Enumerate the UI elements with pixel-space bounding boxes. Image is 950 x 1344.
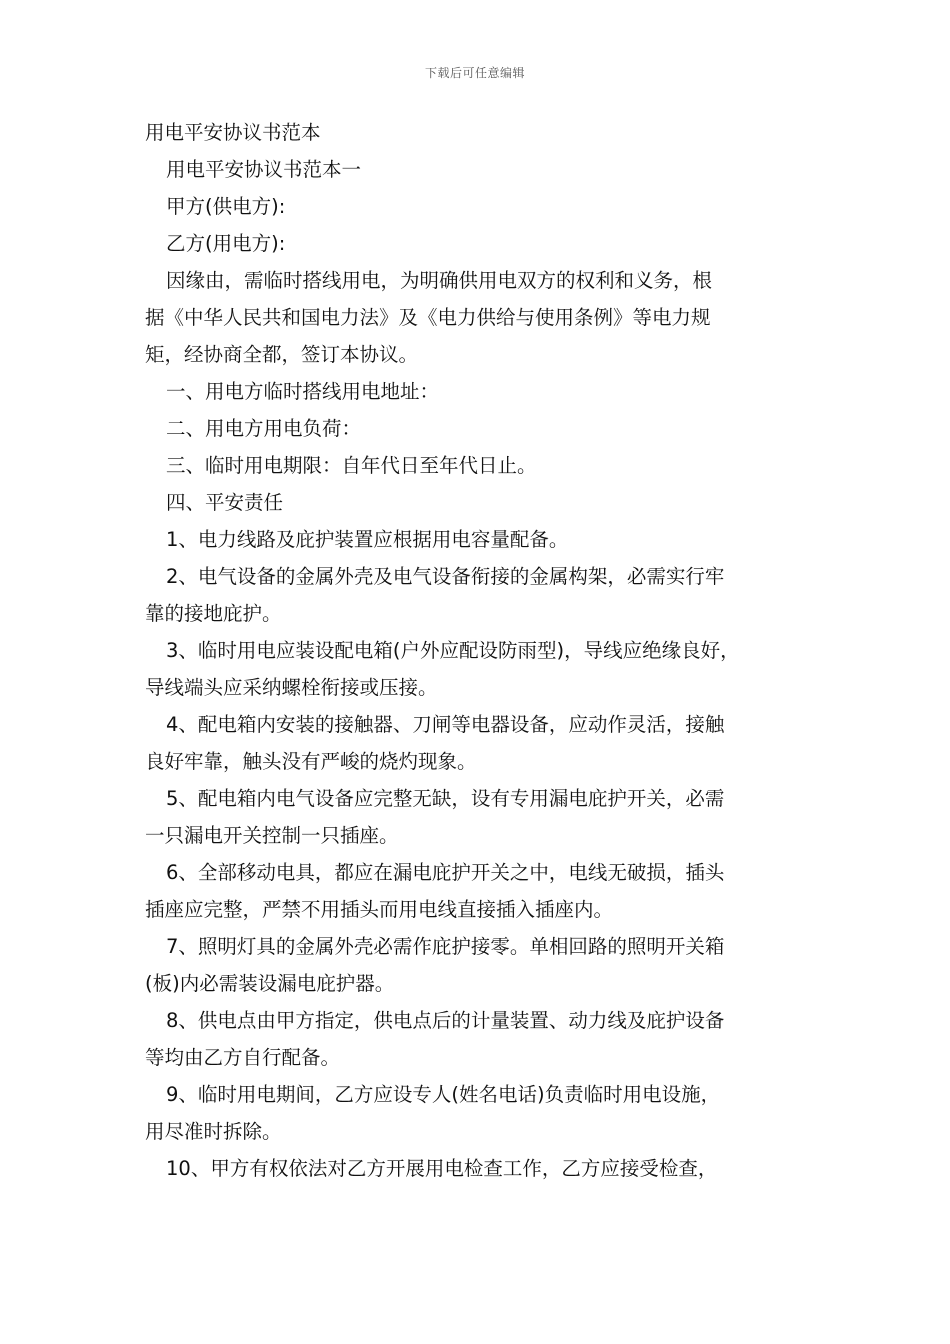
safety-item-3 xyxy=(145,632,817,706)
safety-item-8 xyxy=(145,1002,817,1076)
clause-address: 一、用电方临时搭线用电地址： xyxy=(166,380,440,403)
safety-item-line: 2、电气设备的金属外壳及电气设备衔接的金属构架，必需实行牢 xyxy=(166,565,725,588)
safety-item-line: 一只漏电开关控制一只插座。 xyxy=(145,824,399,847)
safety-item-line: 用尽准时拆除。 xyxy=(145,1120,282,1143)
safety-item-line: 6、全部移动电具，都应在漏电庇护开关之中，电线无破损，插头 xyxy=(166,861,725,884)
intro-line: 矩，经协商全都，签订本协议。 xyxy=(145,343,419,366)
safety-item-line: 10、甲方有权依法对乙方开展用电检查工作，乙方应接受检查， xyxy=(166,1157,718,1180)
safety-item-6 xyxy=(145,854,817,928)
safety-item-5 xyxy=(145,780,817,854)
intro-line: 据《中华人民共和国电力法》及《电力供给与使用条例》等电力规 xyxy=(145,306,711,329)
clause-safety-heading: 四、平安责任 xyxy=(166,491,284,514)
page-header-note: 下载后可任意编辑 xyxy=(424,66,525,80)
safety-item-4 xyxy=(145,706,817,780)
safety-item-line: 等均由乙方自行配备。 xyxy=(145,1046,341,1069)
intro-paragraph xyxy=(145,262,817,373)
safety-item-line: 1、电力线路及庇护装置应根据用电容量配备。 xyxy=(166,528,569,551)
document-title: 用电平安协议书范本 xyxy=(145,121,321,144)
safety-item-7 xyxy=(145,928,817,1002)
safety-item-line: 4、配电箱内安装的接触器、刀闸等电器设备，应动作灵活，接触 xyxy=(166,713,725,736)
safety-item-line: 3、临时用电应装设配电箱(户外应配设防雨型)，导线应绝缘良好， xyxy=(166,639,740,662)
safety-item-line: 5、配电箱内电气设备应完整无缺，设有专用漏电庇护开关，必需 xyxy=(166,787,725,810)
safety-item-line: 良好牢靠，触头没有严峻的烧灼现象。 xyxy=(145,750,477,773)
clause-period: 三、临时用电期限：自年代日至年代日止。 xyxy=(166,454,537,477)
safety-item-line: 导线端头应采纳螺栓衔接或压接。 xyxy=(145,676,438,699)
party-b-line: 乙方(用电方): xyxy=(166,232,286,255)
document-body xyxy=(145,114,817,1187)
document-subtitle: 用电平安协议书范本一 xyxy=(166,158,362,181)
safety-item-2 xyxy=(145,558,817,632)
safety-item-9 xyxy=(145,1076,817,1150)
safety-item-line: (板)内必需装设漏电庇护器。 xyxy=(145,972,395,995)
safety-item-line: 靠的接地庇护。 xyxy=(145,602,282,625)
safety-item-line: 插座应完整，严禁不用插头而用电线直接插入插座内。 xyxy=(145,898,614,921)
intro-line: 因缘由，需临时搭线用电，为明确供用电双方的权利和义务，根 xyxy=(166,269,713,292)
safety-item-10 xyxy=(145,1150,817,1187)
party-a-line: 甲方(供电方): xyxy=(166,195,286,218)
safety-item-line: 9、临时用电期间，乙方应设专人(姓名电话)负责临时用电设施， xyxy=(166,1083,721,1106)
safety-item-line: 7、照明灯具的金属外壳必需作庇护接零。单相回路的照明开关箱 xyxy=(166,935,725,958)
clause-load: 二、用电方用电负荷： xyxy=(166,417,362,440)
safety-item-line: 8、供电点由甲方指定，供电点后的计量装置、动力线及庇护设备 xyxy=(166,1009,725,1032)
safety-item-1 xyxy=(145,521,817,558)
